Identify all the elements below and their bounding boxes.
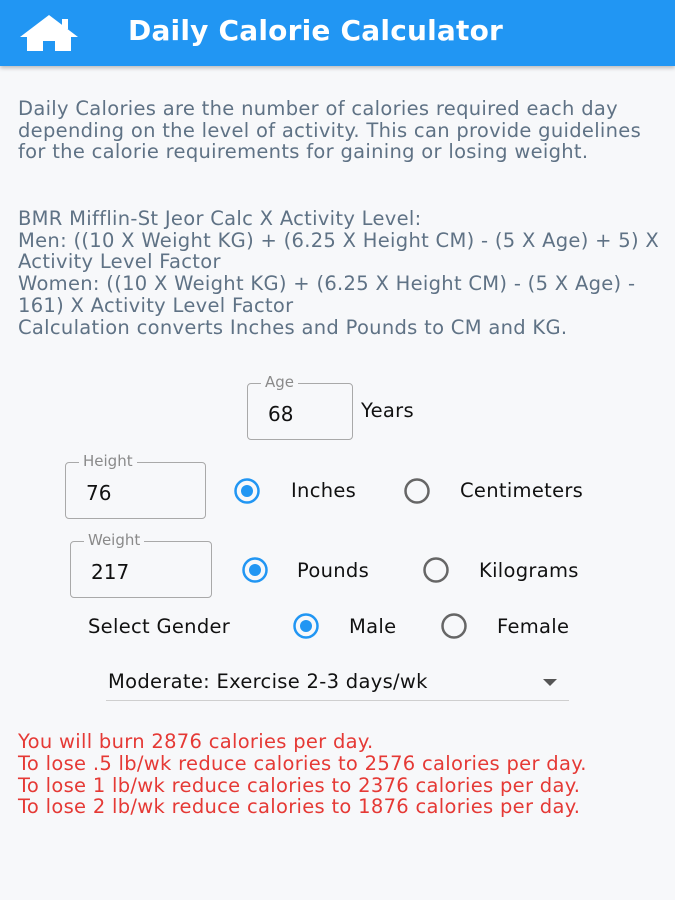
age-field-value[interactable]: 68: [268, 402, 294, 426]
radio-inches[interactable]: [233, 477, 261, 505]
formula-women: Women: ((10 X Weight KG) + (6.25 X Height CM) - (5 X Age) - 161) X Activity Level Factor: [18, 272, 636, 317]
male-label[interactable]: Male: [349, 615, 397, 638]
activity-level-dropdown[interactable]: [106, 668, 569, 701]
age-field[interactable]: [247, 373, 353, 440]
radio-selected-icon: [241, 556, 269, 584]
radio-kilograms[interactable]: [422, 556, 450, 584]
pounds-label[interactable]: Pounds: [297, 559, 370, 582]
page-title: Daily Calorie Calculator: [128, 14, 504, 47]
female-label[interactable]: Female: [497, 615, 570, 638]
height-field-value[interactable]: 76: [86, 481, 112, 505]
result-line: To lose .5 lb/wk reduce calories to 2576 calories per day.: [18, 751, 587, 775]
radio-unselected-icon: [422, 556, 450, 584]
formula-heading: BMR Mifflin-St Jeor Calc X Activity Level:: [18, 207, 422, 230]
gender-label: Select Gender: [88, 615, 231, 638]
age-field-label: Age: [261, 373, 298, 391]
radio-pounds[interactable]: [241, 556, 269, 584]
description-text: Daily Calories are the number of calories required each day depending on the level of activity. This can provide guidelines for the calorie requirements for gaining or losing weight.: [18, 97, 642, 164]
activity-level-value: Moderate: Exercise 2-3 days/wk: [108, 670, 428, 693]
result-line: To lose 2 lb/wk reduce calories to 1876 calories per day.: [18, 795, 581, 819]
radio-male[interactable]: [292, 612, 320, 640]
height-field[interactable]: [65, 452, 206, 519]
radio-unselected-icon: [403, 477, 431, 505]
kilograms-label[interactable]: Kilograms: [479, 559, 579, 582]
age-unit-label: Years: [361, 399, 414, 422]
results-block: [18, 731, 663, 818]
home-icon: [18, 14, 80, 52]
radio-unselected-icon: [440, 612, 468, 640]
inches-label[interactable]: Inches: [291, 479, 357, 502]
result-line: To lose 1 lb/wk reduce calories to 2376 calories per day.: [18, 773, 581, 797]
centimeters-label[interactable]: Centimeters: [460, 479, 584, 502]
height-field-label: Height: [79, 452, 137, 470]
formula-note: Calculation converts Inches and Pounds to CM and KG.: [18, 315, 568, 339]
radio-selected-icon: [292, 612, 320, 640]
dropdown-arrow-icon: [543, 679, 557, 686]
home-button[interactable]: [18, 14, 80, 52]
radio-centimeters[interactable]: [403, 477, 431, 505]
result-line: You will burn 2876 calories per day.: [18, 730, 374, 753]
weight-field-value[interactable]: 217: [91, 560, 130, 584]
radio-selected-icon: [233, 477, 261, 505]
formula-block: [18, 208, 663, 338]
formula-men: Men: ((10 X Weight KG) + (6.25 X Height CM) - (5 X Age) + 5) X Activity Level Factor: [18, 228, 660, 274]
app-bar: [0, 0, 675, 66]
radio-female[interactable]: [440, 612, 468, 640]
weight-field-label: Weight: [84, 531, 144, 549]
weight-field[interactable]: [70, 531, 212, 598]
